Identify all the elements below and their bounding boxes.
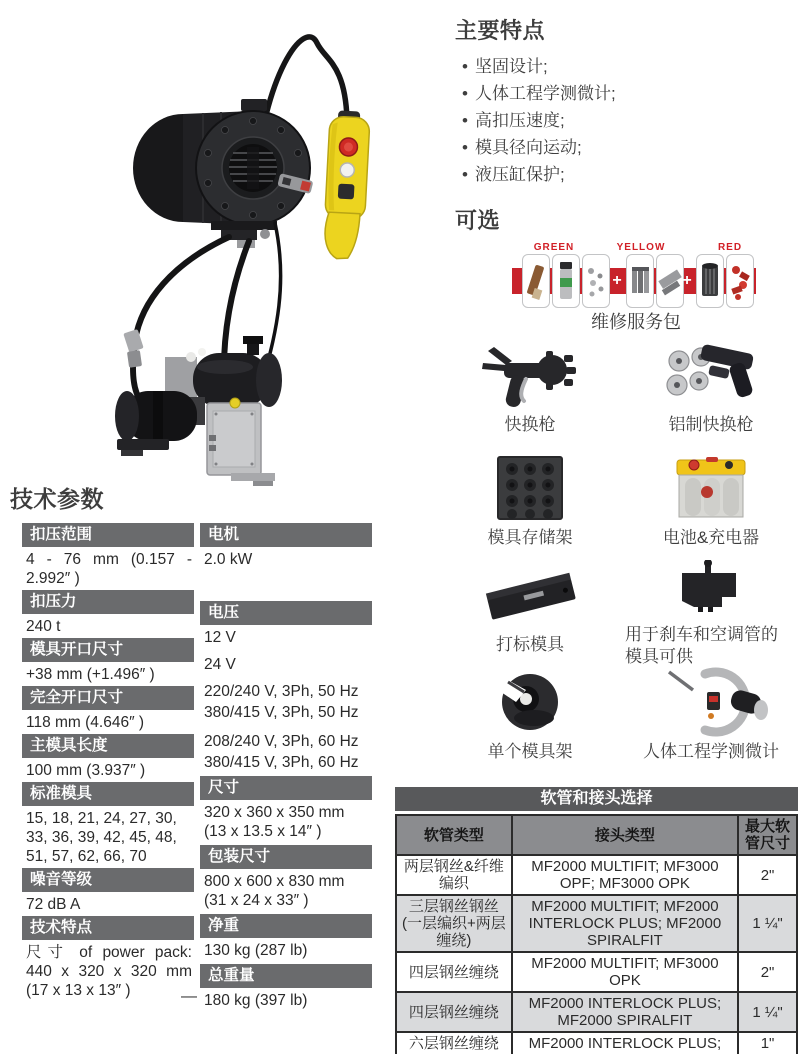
spec-label: 总重量 (200, 964, 372, 988)
spec-label: 主模具长度 (22, 734, 194, 758)
crimper-head (133, 99, 313, 225)
hose-type-cell: 三层钢丝钢丝 (一层编织+两层缠绕) (396, 895, 512, 952)
hose-type-cell: 四层钢丝缠绕 (396, 992, 512, 1032)
spec-value: 4 - 76 mm (0.157 - 2.992″ ) (26, 551, 192, 587)
spec-value: 72 dB A (26, 896, 81, 913)
max-size-cell: 2" (738, 952, 797, 992)
hose-type-cell: 四层钢丝缠绕 (396, 952, 512, 992)
spec-value: 24 V (204, 656, 236, 673)
hose-type-cell: 六层钢丝缠绕 (396, 1032, 512, 1054)
fitting-type-cell: MF2000 MULTIFIT; MF3000 OPK (512, 952, 738, 992)
spec-value: 380/415 V, 3Ph, 60 Hz (204, 754, 359, 771)
spec-value: 240 t (26, 618, 61, 635)
fitting-type-cell: MF2000 INTERLOCK PLUS; MF2000 SPIRALFIT (512, 992, 738, 1032)
spec-label: 噪音等级 (22, 868, 194, 892)
crimping-machine-product-image (25, 5, 430, 490)
fitting-type-cell: MF2000 MULTIFIT; MF2000 INTERLOCK PLUS; MF2000 SPIRALFIT (512, 895, 738, 952)
option-caption: 模具存储架 (487, 528, 573, 547)
quick-change-gun-image (455, 339, 605, 411)
option-brake-ac-dies (625, 559, 790, 668)
table-row (396, 1032, 797, 1054)
specs-left-column (22, 523, 194, 1002)
kit-plus-icon: + (682, 272, 692, 289)
spec-label: 扣压力 (22, 590, 194, 614)
spec-label: 包装尺寸 (200, 845, 372, 869)
kit-tile-filter (696, 254, 724, 308)
page-mark-dash: — (181, 988, 197, 1005)
fitting-type-cell: MF2000 INTERLOCK PLUS; (512, 1032, 738, 1054)
feature-item: • 人体工程学测微计; (455, 80, 785, 107)
max-size-cell: 1 ¼" (738, 992, 797, 1032)
spec-value: 2.0 kW (204, 551, 253, 568)
table-row (396, 895, 797, 952)
option-die-storage-rack (455, 452, 605, 549)
spec-label: 技术特点 (22, 916, 194, 940)
table-row (396, 855, 797, 895)
spec-label: 扣压范围 (22, 523, 194, 547)
kit-label-green: GREEN (533, 242, 575, 253)
hose-table-title: 软管和接头选择 (395, 787, 798, 811)
spec-value: 320 x 360 x 350 mm (204, 804, 345, 821)
max-size-cell: 1" (738, 1032, 797, 1054)
service-kit-caption: 维修服务包 (591, 312, 681, 332)
marking-die-image (455, 559, 605, 631)
column-header-hose-type: 软管类型 (396, 815, 512, 855)
spec-value: 尺寸 of power pack: 440 x 320 x 320 mm (17 x 13 x 13″ ) (26, 944, 192, 999)
main-features-title: 主要特点 (455, 18, 546, 43)
feature-item: • 液压缸保护; (455, 161, 785, 188)
spec-value: (31 x 24 x 33″ ) (204, 892, 309, 909)
hose-couplings (123, 329, 143, 368)
option-caption: 人体工程学测微计 (643, 742, 779, 761)
kit-tile-spare-parts (582, 254, 610, 308)
fitting-type-cell: MF2000 MULTIFIT; MF3000 OPF; MF3000 OPK (512, 855, 738, 895)
battery-charger-image (625, 452, 797, 524)
spec-value: 380/415 V, 3Ph, 50 Hz (204, 704, 359, 721)
spec-label: 标准模具 (22, 782, 194, 806)
option-caption: 用于刹车和空调管的模具可供 (625, 625, 778, 666)
single-die-rack-image (455, 666, 605, 738)
spec-value: 130 kg (287 lb) (204, 942, 308, 959)
spec-value: (13 x 13.5 x 14″ ) (204, 823, 322, 840)
kit-tile-brush (522, 254, 550, 308)
kit-label-yellow: YELLOW (616, 242, 666, 253)
spec-label: 尺寸 (200, 776, 372, 800)
service-kit-strip (508, 242, 776, 334)
spec-value: 180 kg (397 lb) (204, 992, 308, 1009)
bullet-icon: • (462, 84, 468, 103)
option-marking-die (455, 559, 605, 656)
spec-label: 电机 (200, 523, 372, 547)
spec-value: 800 x 600 x 830 mm (204, 873, 345, 890)
option-quick-change-gun (455, 339, 605, 436)
option-ergonomic-micrometer (625, 666, 797, 763)
option-single-die-rack (455, 666, 605, 763)
spec-value: 220/240 V, 3Ph, 50 Hz (204, 683, 359, 700)
spec-value: +38 mm (+1.496″ ) (26, 666, 155, 683)
spec-label: 完全开口尺寸 (22, 686, 194, 710)
hose-type-cell: 两层钢丝&纤维编织 (396, 855, 512, 895)
feature-item: • 高扣压速度; (455, 107, 785, 134)
specs-title: 技术参数 (10, 486, 104, 512)
bullet-icon: • (462, 138, 468, 157)
white-button (340, 163, 355, 178)
main-features-section (455, 14, 785, 188)
option-caption: 铝制快换枪 (668, 415, 754, 434)
black-button (338, 184, 355, 200)
option-caption: 电池&充电器 (662, 528, 760, 547)
die-storage-rack-image (455, 452, 605, 524)
option-caption: 打标模具 (496, 635, 564, 654)
spec-value: 100 mm (3.937″ ) (26, 762, 146, 779)
column-header-max-hose-size: 最大软管尺寸 (738, 815, 797, 855)
bullet-icon: • (462, 57, 468, 76)
spec-value: 12 V (204, 629, 236, 646)
spec-value: 208/240 V, 3Ph, 60 Hz (204, 733, 359, 750)
spec-value: 118 mm (4.646″ ) (26, 714, 145, 731)
kit-tile-spray-can (552, 254, 580, 308)
brake-ac-dies-image (625, 559, 790, 621)
max-size-cell: 2" (738, 855, 797, 895)
column-header-fitting-type: 接头类型 (512, 815, 738, 855)
table-row (396, 992, 797, 1032)
spec-label: 净重 (200, 914, 372, 938)
kit-tile-dies-set (626, 254, 654, 308)
table-header-row (396, 815, 797, 855)
spec-label: 电压 (200, 601, 372, 625)
hose-fitting-table-section (395, 787, 798, 1054)
option-caption: 快换枪 (504, 415, 556, 434)
aluminum-quick-change-gun-image (625, 339, 797, 411)
spec-value: 15, 18, 21, 24, 27, 30, 33, 36, 39, 42, 45, 48, 51, 57, 62, 66, 70 (26, 810, 177, 865)
kit-label-red: RED (717, 242, 743, 253)
spec-label: 模具开口尺寸 (22, 638, 194, 662)
option-aluminum-quick-change-gun (625, 339, 797, 436)
max-size-cell: 1 ¼" (738, 895, 797, 952)
hose-fitting-table (395, 814, 798, 1054)
feature-item: • 模具径向运动; (455, 134, 785, 161)
bullet-icon: • (462, 111, 468, 130)
pendant-control (323, 110, 371, 260)
ergonomic-micrometer-image (625, 666, 797, 738)
bullet-icon: • (462, 165, 468, 184)
options-title: 可选 (455, 208, 501, 233)
option-battery-charger (625, 452, 797, 549)
option-caption: 单个模具架 (487, 742, 573, 761)
kit-plus-icon: + (612, 272, 622, 289)
kit-tile-red-fittings (726, 254, 754, 308)
feature-item: • 坚固设计; (455, 53, 785, 80)
specs-right-column (200, 523, 372, 1014)
table-row (396, 952, 797, 992)
